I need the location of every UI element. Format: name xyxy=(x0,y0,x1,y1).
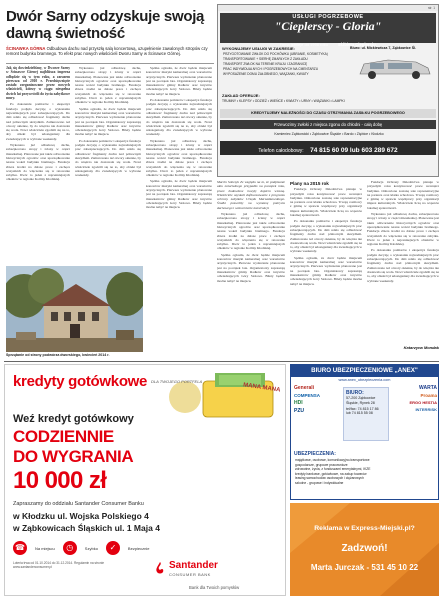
article-col6-text-3: Po dokonaniu pomiarów i ekspertyz fundacja podjęła decyzję o wykonaniu najważniejszych prac zabezpieczających. Do dziś udało się odbudować fragmenty dachu nad północnym skrzydłem. Zamurowano też otwory okienne, by do wnętrza nie dostawała się woda. Nowi właściciele zgodzili się na to, aby obiekt był udostępniany dla zwiedzających w wybrane weekendy. xyxy=(367,248,439,283)
funeral-service-item: PRAC INDYWIDUALNYCH I POGRZEBOWYCH NA CMENTARZU xyxy=(223,67,319,71)
article-column-2 xyxy=(75,66,141,266)
loan-address-1: w Kłodzku ul. Wojska Polskiego 4 xyxy=(13,511,149,521)
loan-icon-label: Na miejscu xyxy=(35,545,55,551)
santander-sub: CONSUMER BANK xyxy=(169,572,211,577)
article-col2-text: Wykonano już odbudowę dachu, zabezpieczono stropy i ściany w części mieszkalnej. Planowane jest także odtworzenie historycznych ogrodów oraz uporządkowanie terenu wokół budynku bramnego. Fundacja zbiera środki na dalsze prace i zachęca wszystkich do włączenia się w ratowanie zabytku. Dwór to jeden z najcenniejszych obiektów w regionie Kotliny Kłodzkiej. xyxy=(75,66,141,105)
funeral-phone-bar xyxy=(220,141,436,155)
funeral-ad xyxy=(217,4,439,177)
funeral-branch: Biuro: ul. Mickiewicza 7, Ząbkowice Śl. xyxy=(350,46,417,50)
article-col3-text-2: Po dokonaniu pomiarów i ekspertyz fundacja podjęła decyzję o wykonaniu najważniejszych prac zabezpieczających. Do dziś udało się odbudować fragmenty dachu nad północnym skrzydłem. Zamurowano też otwory okienne, by do wnętrza nie dostawała się woda. Nowi właściciele zgodzili się na to, aby obiekt był udostępniany dla zwiedzających w wybrane weekendy. xyxy=(146,98,212,137)
loan-icon-label: Bezpiecznie xyxy=(127,545,150,551)
brand-warta: WARTA xyxy=(419,385,437,391)
loan-subnote: Bank dla Twoich pomysłów xyxy=(189,585,240,590)
section-divider xyxy=(4,361,439,362)
brand-ergo: ERGO HESTIA xyxy=(409,400,437,405)
article-col4-text: Marcin Sobczyk Ze względu na to, że podpisanie aktu notarialnego przypadło na początek roku, prace budowlane ruszyły dopiero wiosną. Właściciele uzyskali dofinansowanie z programu ochrony zabytków Urzędu Marszałkowskiego. Środki pozwoliły na wymianę pokrycia dachowego i wzmocnienie konstrukcji. xyxy=(217,180,285,210)
article-col4-text-3: Spółka ogłosiła, że dwór będzie miejscem koncertów muzyki kameralnej oraz warsztatów artystycznych. Pierwsze wydarzenie planowane jest na początek lata. Organizatorzy zapraszają mieszkańców gminy Radków oraz turystów odwiedzających Góry Stołowe. Bilety będzie można nabyć na miejscu. xyxy=(217,252,285,283)
insurance-item: majątkowe, osobowe, komunikacyjno-transportowe xyxy=(295,458,370,462)
insurance-item: kredyty bankowe, gotówkowe, na zakup towarów xyxy=(295,471,367,476)
insurance-title: BIURO UBEZPIECZENIOWE „ANEX" xyxy=(311,367,418,374)
funeral-services-head: WYKONUJEMY USŁUGI W ZAKRESIE: xyxy=(222,46,295,51)
loan-win-prefix: Weź kredyt gotówkowy xyxy=(13,413,134,425)
article-col2-text-3: Po dokonaniu pomiarów i ekspertyz fundacja podjęła decyzję o wykonaniu najważniejszych prac zabezpieczających. Do dziś udało się odbudować fragmenty dachu nad północnym skrzydłem. Zamurowano też otwory okienne, by do wnętrza nie dostawała się woda. Nowi właściciele zgodzili się na to, aby obiekt był udostępniany dla zwiedzających w wybrane weekendy. xyxy=(75,138,141,178)
insurance-list-head: UBEZPIECZENIA: xyxy=(294,451,336,457)
express-line-3: Marta Jurczak - 531 45 10 22 xyxy=(310,563,419,572)
hearse-image xyxy=(354,54,434,84)
photo-caption: Sprzątanie od strony podwórza dworskiego, kwiecień 2014 r. xyxy=(6,353,110,357)
express-line-2: Zadzwoń! xyxy=(341,543,388,554)
article-column-4 xyxy=(217,180,285,352)
insurance-ad xyxy=(290,364,439,500)
article-col5-text-3: Spółka ogłosiła, że dwór będzie miejscem koncertów muzyki kameralnej oraz warsztatów artystycznych. Pierwsze wydarzenie planowane jest na początek lata. Organizatorzy zapraszają mieszkańców gminy Radków oraz turystów odwiedzających Góry Stołowe. Bilety będzie można nabyć na miejscu. xyxy=(290,255,362,286)
article-subheading: Plany na 2015 rok xyxy=(290,181,329,186)
loan-address-2: w Ząbkowicach Śląskich ul. 1 Maja 4 xyxy=(13,523,160,533)
insurance-office-phone: tel/fax: 74 815 17 86 xyxy=(346,407,379,412)
insurance-brands xyxy=(294,385,346,449)
loan-icon-shield: ✓ xyxy=(106,541,120,555)
article-column-6 xyxy=(367,180,439,346)
lead-divider xyxy=(6,63,214,64)
funeral-top-bar xyxy=(218,5,438,11)
article-col1-text: Po dokonaniu pomiarów i ekspertyz fundacja podjęła decyzję o wykonaniu najważniejszych prac zabezpieczających. Do dziś udało się odbudować fragmenty dachu nad północnym skrzydłem. Zamurowano też otwory okienne, by do wnętrza nie dostawała się woda. Nowi właściciele zgodzili się na to, aby obiekt był udostępniany dla zwiedzających w wybrane weekendy. xyxy=(6,102,70,141)
funeral-service-item: WYPOSAŻENIE DOMU ŻAŁOBNEGO, WIĄZANKI, KWIATY xyxy=(223,72,309,76)
brand-compensa: COMPENSA xyxy=(294,393,321,398)
article-col3-text-4: Spółka ogłosiła, że dwór będzie miejscem koncertów muzyki kameralnej oraz warsztatów artystycznych. Pierwsze wydarzenie planowane jest na początek lata. Organizatorzy zapraszają mieszkańców gminy Radków oraz turystów odwiedzających Góry Stołowe. Bilety będzie można nabyć na miejscu. xyxy=(146,179,212,210)
article-column-5 xyxy=(290,180,362,352)
lead-text: Odbudowa dachu nad przyszłą salą koncertową, uzupełnienie zawalonych stropów czy remont budynku bramnego. To efekt prac nowych właścicieli Dworu Sarny w Ścinawce Górnej. xyxy=(6,46,208,57)
article-col1-text-2: Wykonano już odbudowę dachu, zabezpieczono stropy i ściany w części mieszkalnej. Planowane jest także odtworzenie historycznych ogrodów oraz uporządkowanie terenu wokół budynku bramnego. Fundacja zbiera środki na dalsze prace i zachęca wszystkich do włączenia się w ratowanie zabytku. Dwór to jeden z najcenniejszych obiektów w regionie Kotliny Kłodzkiej. xyxy=(6,143,70,182)
insurance-list xyxy=(295,458,437,486)
manor-photo-illustration xyxy=(6,266,143,352)
page-title: Dwór Sarny odzyskuje swoją dawną świetność xyxy=(6,8,205,42)
article-column-3 xyxy=(146,66,212,350)
santander-flame-icon xyxy=(153,561,167,575)
funeral-note: Przewozimy zwłoki z miejsca zgonu do chłodni - całą dobę xyxy=(220,120,436,129)
loan-ad xyxy=(4,364,286,596)
insurance-office-address: 57-200 Ząbkowice Śląskie, Rynek 28 xyxy=(346,396,376,405)
funeral-locations: Kamieniec Ząbkowicki • Ząbkowice Śląskie • Bardo • Ziębice • Kłodzko xyxy=(274,132,384,136)
insurance-office-mobile: lub 74 815 55 08 xyxy=(346,411,373,416)
loan-icon-phone: ☎ xyxy=(13,541,27,555)
article-intro: Jak się dowiedzieliśmy, w Dworze Sarny w Ścinawce Górnej najbliższa impreza odbędzie się w tym roku, a zarazem pierwsza od 2010 r. Przedsięwzięcie zostało zorganizowane przez nowych właścicieli, którzy w ciągu niespełna dwóch lat przywrócili do życia zabytkowe mury. xyxy=(6,66,70,101)
funeral-services-list xyxy=(223,52,351,77)
mana-label: MANA MANA xyxy=(242,382,281,394)
santander-logo xyxy=(153,559,233,581)
insurance-item: szkolne - grupowe i indywidualne xyxy=(295,480,344,485)
insurance-brands-right xyxy=(387,385,437,449)
funeral-brand: "Cieplerscy - Gloria" xyxy=(274,19,382,33)
article-col3-text: Spółka ogłosiła, że dwór będzie miejscem koncertów muzyki kameralnej oraz warsztatów artystycznych. Pierwsze wydarzenie planowane jest na początek lata. Organizatorzy zapraszają mieszkańców gminy Radków oraz turystów odwiedzających Góry Stołowe. Bilety będzie można nabyć na miejscu. xyxy=(146,66,212,96)
funeral-extras-head: ZAKŁAD OFERUJE: xyxy=(222,93,260,98)
express-ad xyxy=(290,503,439,596)
brand-proama: Proama xyxy=(420,393,437,398)
loan-prize: 10 000 zł xyxy=(13,467,107,494)
funeral-phone-number: 74 815 60 09 lub 603 289 672 xyxy=(310,147,398,154)
lead-paragraph xyxy=(6,46,214,57)
funeral-service-item: TRANSPORT ZWŁOK NA TERENIE KRAJU I ZAGRANICĘ xyxy=(223,62,308,66)
express-line-1: Reklama w Express-Miejski.pl? xyxy=(314,525,415,532)
brand-pzu: PZU xyxy=(294,408,304,414)
funeral-page-label: str. 1 xyxy=(428,6,435,10)
loan-win-mid: DO WYGRANIA xyxy=(13,447,134,466)
insurance-url[interactable]: www.anex_ubezpieczenia.com xyxy=(338,378,391,382)
insurance-office xyxy=(343,387,389,441)
brand-hdi: HDI xyxy=(294,400,303,406)
article-column-1 xyxy=(6,66,70,266)
lead-tag: ŚCINAWKA GÓRNA xyxy=(6,46,46,51)
article-col4-text-2: Wykonano już odbudowę dachu, zabezpieczono stropy i ściany w części mieszkalnej. Planowane jest także odtworzenie historycznych ogrodów oraz uporządkowanie terenu wokół budynku bramnego. Fundacja zbiera środki na dalsze prace i zachęca wszystkich do włączenia się w ratowanie zabytku. Dwór to jeden z najcenniejszych obiektów w regionie Kotliny Kłodzkiej. xyxy=(217,212,285,251)
loan-legal: Loteria trwa od 01.10.2014 do 31.12.2014. Regulamin na stronie www.santanderconsumer.pl xyxy=(13,561,105,569)
article-col6-text-2: Wykonano już odbudowę dachu, zabezpieczono stropy i ściany w części mieszkalnej. Planowane jest także odtworzenie historycznych ogrodów oraz uporządkowanie terenu wokół budynku bramnego. Fundacja zbiera środki na dalsze prace i zachęca wszystkich do włączenia się w ratowanie zabytku. Dwór to jeden z najcenniejszych obiektów w regionie Kotliny Kłodzkiej. xyxy=(367,212,439,247)
insurance-office-label: BIURO: xyxy=(346,390,364,396)
brand-generali: Generali xyxy=(294,385,315,391)
loan-icon-clock: ◷ xyxy=(63,541,77,555)
article-col5-text: Fundacja Ochrony Dziedzictwa planuje w przyszłym roku kontynuować prace wewnątrz budynku. Odnowione zostaną sale reprezentacyjne na parterze oraz klatka schodowa. Trwają rozmowy z gminą w sprawie współpracy przy organizacji imprez kulturalnych. Właściciele liczą na wsparcie lokalnej społeczności. xyxy=(290,187,362,218)
brand-interrisk: INTERRISK xyxy=(415,407,437,412)
article-author: Katarzyna Mondak xyxy=(403,345,439,350)
loan-tagline: DLA TWOJEGO PORTFELA xyxy=(151,379,203,384)
hearse-icon xyxy=(354,54,434,84)
insurance-item: leasing samochodów osobowych i ciężarowych xyxy=(295,476,364,481)
article-col3-text-3: Wykonano już odbudowę dachu, zabezpieczono stropy i ściany w części mieszkalnej. Planowane jest także odtworzenie historycznych ogrodów oraz uporządkowanie terenu wokół budynku bramnego. Fundacja zbiera środki na dalsze prace i zachęca wszystkich do włączenia się w ratowanie zabytku. Dwór to jeden z najcenniejszych obiektów w regionie Kotliny Kłodzkiej. xyxy=(146,138,212,178)
loan-win-main: CODZIENNIE xyxy=(13,427,114,446)
loan-icons xyxy=(13,539,283,557)
loan-icon-label: Szybko xyxy=(84,545,98,551)
funeral-service-item: PRZYGOTOWANIE ZWŁOK DO POCHÓWKU (UBRANIE, KOSMETYKA) xyxy=(223,52,328,56)
funeral-title-small: USŁUGI POGRZEBOWE xyxy=(292,14,364,20)
santander-name: Santander xyxy=(169,560,218,571)
wallet-icon xyxy=(155,369,285,429)
funeral-header xyxy=(220,13,436,47)
article-photo xyxy=(6,266,143,352)
funeral-since: Firma istnieje od 1998 roku xyxy=(279,42,328,47)
funeral-owner: Elżbieta Cieplerska xyxy=(338,42,377,47)
funeral-extras: TRUMNY • KLEPSY • ODZIEŻ • WIEŃCE • KWIATY • URNY • WIĄZANKI • LAMPKI xyxy=(222,99,345,103)
loan-brand: kredyty gotówkowe xyxy=(13,373,148,390)
funeral-service-item: TRANSPORTOWANIE + SIERHĘ ZMARŁYCH Z ZAKŁADU xyxy=(223,57,308,61)
article-col6-text: Fundacja Ochrony Dziedzictwa planuje w przyszłym roku kontynuować prace wewnątrz budynku. Odnowione zostaną sale reprezentacyjne na parterze oraz klatka schodowa. Trwają rozmowy z gminą w sprawie współpracy przy organizacji imprez kulturalnych. Właściciele liczą na wsparcie lokalnej społeczności. xyxy=(367,180,439,210)
insurance-item: gospodarcze, grupowe pracownicze xyxy=(295,462,348,467)
insurance-header xyxy=(291,365,438,377)
article-col5-text-2: Po dokonaniu pomiarów i ekspertyz fundacja podjęła decyzję o wykonaniu najważniejszych prac zabezpieczających. Do dziś udało się odbudować fragmenty dachu nad północnym skrzydłem. Zamurowano też otwory okienne, by do wnętrza nie dostawała się woda. Nowi właściciele zgodzili się na to, aby obiekt był udostępniany dla zwiedzających w wybrane weekendy. xyxy=(290,219,362,254)
wallet-illustration xyxy=(155,369,285,429)
funeral-credit-banner: KREDYTUJEMY NALEŻNOŚCI DO CZASU OTRZYMANIA ZASIŁKU POGRZEBOWEGO xyxy=(220,109,436,118)
loan-invite: Zapraszamy do oddziału Santander Consumer Banku xyxy=(13,501,144,507)
article-col2-text-2: Spółka ogłosiła, że dwór będzie miejscem koncertów muzyki kameralnej oraz warsztatów artystycznych. Pierwsze wydarzenie planowane jest na początek lata. Organizatorzy zapraszają mieszkańców gminy Radków oraz turystów odwiedzających Góry Stołowe. Bilety będzie można nabyć na miejscu. xyxy=(75,106,141,137)
funeral-phone-label: Telefon całodobowy: xyxy=(258,148,304,154)
insurance-item: zdrowotne, życia, z funduszami emerytalnymi, IKZE xyxy=(295,467,371,472)
